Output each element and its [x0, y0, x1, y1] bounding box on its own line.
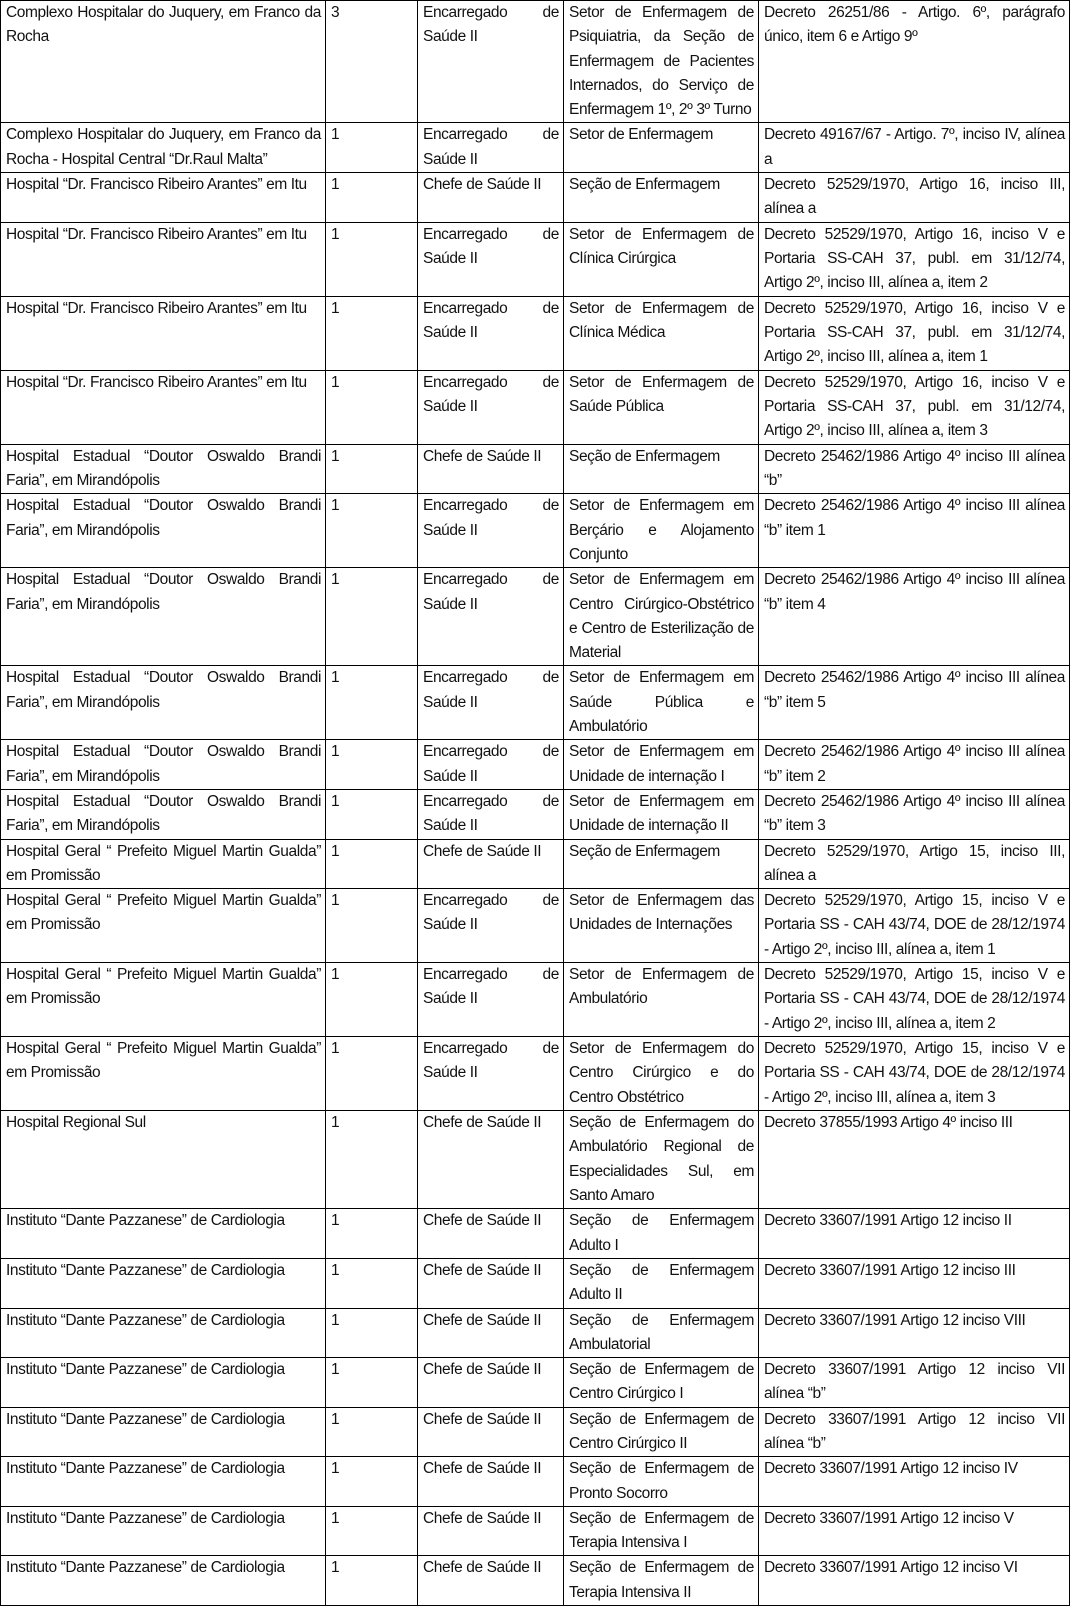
legal-basis-cell: Decreto 33607/1991 Artigo 12 inciso II [759, 1209, 1070, 1259]
role-cell: Chefe de Saúde II [418, 1209, 564, 1259]
unit-cell: Instituto “Dante Pazzanese” de Cardiologia [1, 1358, 326, 1408]
quantity-cell: 1 [326, 222, 418, 296]
quantity-cell: 3 [326, 1, 418, 123]
quantity-cell: 1 [326, 740, 418, 790]
quantity-cell: 1 [326, 839, 418, 889]
sector-cell: Setor de Enfermagem das Unidades de Internações [564, 889, 759, 963]
quantity-cell: 1 [326, 1358, 418, 1408]
table-row [1, 789, 1070, 839]
legal-basis-cell: Decreto 25462/1986 Artigo 4º inciso III alínea “b” item 1 [759, 494, 1070, 568]
role-cell: Chefe de Saúde II [418, 1111, 564, 1209]
sector-cell: Setor de Enfermagem em Berçário e Alojamento Conjunto [564, 494, 759, 568]
quantity-cell: 1 [326, 370, 418, 444]
sector-cell: Seção de Enfermagem [564, 173, 759, 223]
legal-basis-cell: Decreto 33607/1991 Artigo 12 inciso V [759, 1506, 1070, 1556]
unit-cell: Hospital Geral “ Prefeito Miguel Martin Gualda” em Promissão [1, 1037, 326, 1111]
quantity-cell: 1 [326, 1506, 418, 1556]
table-row [1, 173, 1070, 223]
sector-cell: Seção de Enfermagem [564, 444, 759, 494]
sector-cell: Seção de Enfermagem de Centro Cirúrgico I [564, 1358, 759, 1408]
table-row [1, 123, 1070, 173]
table-row [1, 1506, 1070, 1556]
sector-cell: Seção de Enfermagem Ambulatorial [564, 1308, 759, 1358]
sector-cell: Seção de Enfermagem Adulto II [564, 1258, 759, 1308]
table-row [1, 839, 1070, 889]
role-cell: Encarregado de Saúde II [418, 123, 564, 173]
quantity-cell: 1 [326, 568, 418, 666]
role-cell: Chefe de Saúde II [418, 1556, 564, 1606]
unit-cell: Complexo Hospitalar do Juquery, em Franco da Rocha - Hospital Central “Dr.Raul Malta” [1, 123, 326, 173]
sector-cell: Setor de Enfermagem em Saúde Pública e Ambulatório [564, 666, 759, 740]
role-cell: Encarregado de Saúde II [418, 370, 564, 444]
table-body [1, 1, 1070, 1606]
unit-cell: Hospital Geral “ Prefeito Miguel Martin Gualda” em Promissão [1, 963, 326, 1037]
legal-basis-cell: Decreto 33607/1991 Artigo 12 inciso VIII [759, 1308, 1070, 1358]
sector-cell: Seção de Enfermagem de Centro Cirúrgico II [564, 1407, 759, 1457]
quantity-cell: 1 [326, 173, 418, 223]
legal-basis-cell: Decreto 25462/1986 Artigo 4º inciso III alínea “b” [759, 444, 1070, 494]
unit-cell: Instituto “Dante Pazzanese” de Cardiologia [1, 1457, 326, 1507]
table-row [1, 1258, 1070, 1308]
role-cell: Chefe de Saúde II [418, 1457, 564, 1507]
unit-cell: Hospital Estadual “Doutor Oswaldo Brandi Faria”, em Mirandópolis [1, 666, 326, 740]
sector-cell: Setor de Enfermagem em Centro Cirúrgico-Obstétrico e Centro de Esterilização de Material [564, 568, 759, 666]
unit-cell: Hospital Estadual “Doutor Oswaldo Brandi Faria”, em Mirandópolis [1, 444, 326, 494]
legal-basis-cell: Decreto 52529/1970, Artigo 16, inciso III, alínea a [759, 173, 1070, 223]
quantity-cell: 1 [326, 123, 418, 173]
sector-cell: Setor de Enfermagem de Clínica Médica [564, 296, 759, 370]
quantity-cell: 1 [326, 1407, 418, 1457]
unit-cell: Hospital “Dr. Francisco Ribeiro Arantes” em Itu [1, 173, 326, 223]
sector-cell: Seção de Enfermagem de Terapia Intensiva II [564, 1556, 759, 1606]
legal-basis-cell: Decreto 33607/1991 Artigo 12 inciso VI [759, 1556, 1070, 1606]
quantity-cell: 1 [326, 1308, 418, 1358]
table-row [1, 1037, 1070, 1111]
unit-cell: Hospital Geral “ Prefeito Miguel Martin Gualda” em Promissão [1, 889, 326, 963]
quantity-cell: 1 [326, 1037, 418, 1111]
role-cell: Chefe de Saúde II [418, 1358, 564, 1408]
legal-basis-cell: Decreto 37855/1993 Artigo 4º inciso III [759, 1111, 1070, 1209]
table-row [1, 889, 1070, 963]
quantity-cell: 1 [326, 444, 418, 494]
role-cell: Encarregado de Saúde II [418, 222, 564, 296]
table-row [1, 1209, 1070, 1259]
role-cell: Encarregado de Saúde II [418, 568, 564, 666]
legal-basis-cell: Decreto 25462/1986 Artigo 4º inciso III alínea “b” item 5 [759, 666, 1070, 740]
legal-basis-cell: Decreto 52529/1970, Artigo 15, inciso III, alínea a [759, 839, 1070, 889]
table-row [1, 1358, 1070, 1408]
role-cell: Encarregado de Saúde II [418, 889, 564, 963]
table-row [1, 568, 1070, 666]
sector-cell: Seção de Enfermagem de Terapia Intensiva I [564, 1506, 759, 1556]
legal-basis-cell: Decreto 52529/1970, Artigo 16, inciso V e Portaria SS-CAH 37, publ. em 31/12/74, Artigo 2º, inciso III, alínea a, item 2 [759, 222, 1070, 296]
legal-basis-cell: Decreto 49167/67 - Artigo. 7º, inciso IV, alínea a [759, 123, 1070, 173]
table-row [1, 1457, 1070, 1507]
sector-cell: Setor de Enfermagem em Unidade de internação I [564, 740, 759, 790]
sector-cell: Setor de Enfermagem em Unidade de internação II [564, 789, 759, 839]
role-cell: Encarregado de Saúde II [418, 740, 564, 790]
unit-cell: Instituto “Dante Pazzanese” de Cardiologia [1, 1209, 326, 1259]
sector-cell: Seção de Enfermagem Adulto I [564, 1209, 759, 1259]
unit-cell: Hospital Geral “ Prefeito Miguel Martin Gualda” em Promissão [1, 839, 326, 889]
table-row [1, 1407, 1070, 1457]
quantity-cell: 1 [326, 789, 418, 839]
unit-cell: Instituto “Dante Pazzanese” de Cardiologia [1, 1556, 326, 1606]
legal-basis-cell: Decreto 33607/1991 Artigo 12 inciso IV [759, 1457, 1070, 1507]
sector-cell: Setor de Enfermagem de Ambulatório [564, 963, 759, 1037]
table-row [1, 444, 1070, 494]
role-cell: Encarregado de Saúde II [418, 494, 564, 568]
legal-basis-cell: Decreto 33607/1991 Artigo 12 inciso III [759, 1258, 1070, 1308]
sector-cell: Seção de Enfermagem de Pronto Socorro [564, 1457, 759, 1507]
sector-cell: Setor de Enfermagem [564, 123, 759, 173]
unit-cell: Hospital “Dr. Francisco Ribeiro Arantes” em Itu [1, 370, 326, 444]
quantity-cell: 1 [326, 296, 418, 370]
legal-basis-cell: Decreto 25462/1986 Artigo 4º inciso III alínea “b” item 3 [759, 789, 1070, 839]
quantity-cell: 1 [326, 1258, 418, 1308]
quantity-cell: 1 [326, 963, 418, 1037]
table-row [1, 1308, 1070, 1358]
legal-basis-cell: Decreto 33607/1991 Artigo 12 inciso VII alínea “b” [759, 1358, 1070, 1408]
unit-cell: Instituto “Dante Pazzanese” de Cardiologia [1, 1407, 326, 1457]
unit-cell: Hospital “Dr. Francisco Ribeiro Arantes” em Itu [1, 296, 326, 370]
quantity-cell: 1 [326, 1457, 418, 1507]
sector-cell: Seção de Enfermagem [564, 839, 759, 889]
role-cell: Chefe de Saúde II [418, 839, 564, 889]
legal-basis-cell: Decreto 52529/1970, Artigo 15, inciso V e Portaria SS - CAH 43/74, DOE de 28/12/1974 - Artigo 2º, inciso III, alínea a, item 2 [759, 963, 1070, 1037]
role-cell: Encarregado de Saúde II [418, 1037, 564, 1111]
role-cell: Encarregado de Saúde II [418, 963, 564, 1037]
role-cell: Chefe de Saúde II [418, 1506, 564, 1556]
sector-cell: Setor de Enfermagem de Saúde Pública [564, 370, 759, 444]
unit-cell: Hospital Regional Sul [1, 1111, 326, 1209]
quantity-cell: 1 [326, 1556, 418, 1606]
legal-basis-cell: Decreto 52529/1970, Artigo 15, inciso V e Portaria SS - CAH 43/74, DOE de 28/12/1974 - Artigo 2º, inciso III, alínea a, item 3 [759, 1037, 1070, 1111]
quantity-cell: 1 [326, 494, 418, 568]
unit-cell: Instituto “Dante Pazzanese” de Cardiologia [1, 1506, 326, 1556]
table-row [1, 963, 1070, 1037]
unit-cell: Hospital “Dr. Francisco Ribeiro Arantes” em Itu [1, 222, 326, 296]
unit-cell: Hospital Estadual “Doutor Oswaldo Brandi Faria”, em Mirandópolis [1, 494, 326, 568]
quantity-cell: 1 [326, 1111, 418, 1209]
sector-cell: Seção de Enfermagem do Ambulatório Regional de Especialidades Sul, em Santo Amaro [564, 1111, 759, 1209]
legal-basis-cell: Decreto 52529/1970, Artigo 15, inciso V e Portaria SS - CAH 43/74, DOE de 28/12/1974 - Artigo 2º, inciso III, alínea a, item 1 [759, 889, 1070, 963]
legal-basis-cell: Decreto 25462/1986 Artigo 4º inciso III alínea “b” item 2 [759, 740, 1070, 790]
unit-cell: Hospital Estadual “Doutor Oswaldo Brandi Faria”, em Mirandópolis [1, 568, 326, 666]
legal-basis-cell: Decreto 25462/1986 Artigo 4º inciso III alínea “b” item 4 [759, 568, 1070, 666]
table-row [1, 1556, 1070, 1606]
table-row [1, 222, 1070, 296]
table-row [1, 666, 1070, 740]
role-cell: Chefe de Saúde II [418, 444, 564, 494]
quantity-cell: 1 [326, 1209, 418, 1259]
unit-cell: Hospital Estadual “Doutor Oswaldo Brandi Faria”, em Mirandópolis [1, 789, 326, 839]
role-cell: Encarregado de Saúde II [418, 1, 564, 123]
legal-basis-cell: Decreto 33607/1991 Artigo 12 inciso VII alínea “b” [759, 1407, 1070, 1457]
quantity-cell: 1 [326, 889, 418, 963]
role-cell: Encarregado de Saúde II [418, 666, 564, 740]
quantity-cell: 1 [326, 666, 418, 740]
role-cell: Chefe de Saúde II [418, 1308, 564, 1358]
table-row [1, 740, 1070, 790]
sector-cell: Setor de Enfermagem de Psiquiatria, da Seção de Enfermagem de Pacientes Internados, do Serviço de Enfermagem 1º, 2º 3º Turno [564, 1, 759, 123]
unit-cell: Instituto “Dante Pazzanese” de Cardiologia [1, 1258, 326, 1308]
role-cell: Encarregado de Saúde II [418, 789, 564, 839]
table-row [1, 296, 1070, 370]
unit-cell: Instituto “Dante Pazzanese” de Cardiologia [1, 1308, 326, 1358]
table-row [1, 1, 1070, 123]
table-row [1, 494, 1070, 568]
table-row [1, 1111, 1070, 1209]
legal-basis-cell: Decreto 52529/1970, Artigo 16, inciso V e Portaria SS-CAH 37, publ. em 31/12/74, Artigo 2º, inciso III, alínea a, item 3 [759, 370, 1070, 444]
legal-basis-cell: Decreto 26251/86 - Artigo. 6º, parágrafo único, item 6 e Artigo 9º [759, 1, 1070, 123]
role-cell: Chefe de Saúde II [418, 1407, 564, 1457]
sector-cell: Setor de Enfermagem do Centro Cirúrgico e do Centro Obstétrico [564, 1037, 759, 1111]
legal-basis-cell: Decreto 52529/1970, Artigo 16, inciso V e Portaria SS-CAH 37, publ. em 31/12/74, Artigo 2º, inciso III, alínea a, item 1 [759, 296, 1070, 370]
unit-cell: Hospital Estadual “Doutor Oswaldo Brandi Faria”, em Mirandópolis [1, 740, 326, 790]
table-row [1, 370, 1070, 444]
unit-cell: Complexo Hospitalar do Juquery, em Franco da Rocha [1, 1, 326, 123]
role-cell: Encarregado de Saúde II [418, 296, 564, 370]
role-cell: Chefe de Saúde II [418, 173, 564, 223]
sector-cell: Setor de Enfermagem de Clínica Cirúrgica [564, 222, 759, 296]
role-cell: Chefe de Saúde II [418, 1258, 564, 1308]
